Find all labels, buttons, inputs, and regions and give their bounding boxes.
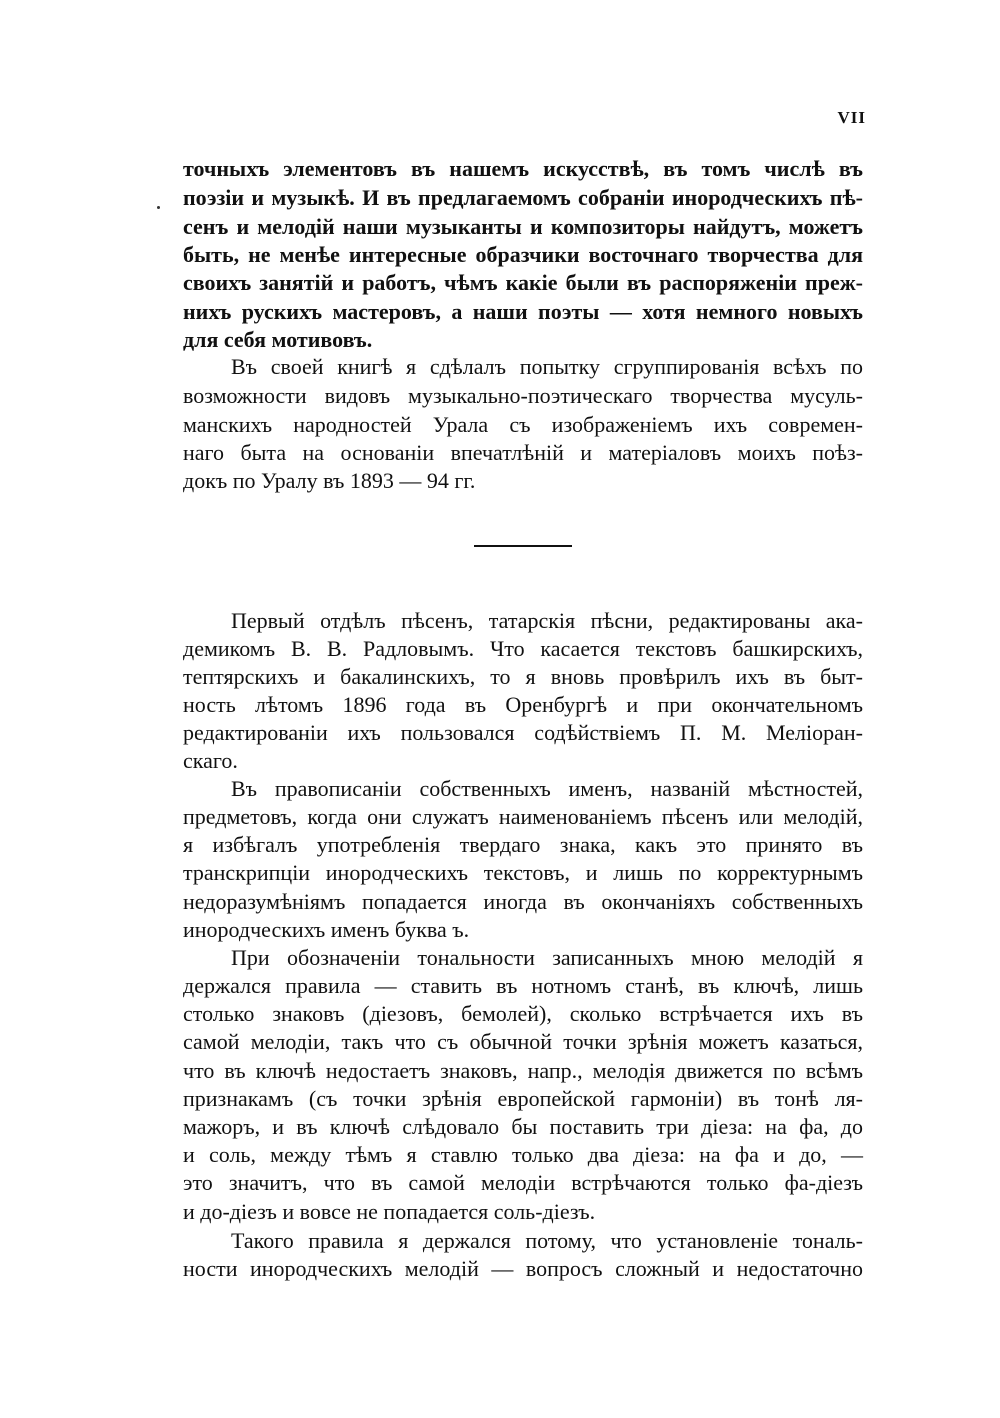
text-line: скаго. [183,748,238,773]
text-line: недоразумѣніямъ попадается иногда въ окончаніяхъ собственныхъ [183,889,863,914]
text-line: При обозначеніи тональности записанныхъ мною мелодій я [231,945,863,970]
text-line: быть, не менѣе интересные образчики восточнаго творчества для [183,242,863,267]
text-line: и до-діезъ и вовсе не попадается соль-діезъ. [183,1199,596,1224]
text-line: докъ по Уралу въ 1893 — 94 гг. [183,468,476,493]
text-line: наго быта на основаніи впечатлѣній и матеріаловъ моихъ поѣз- [183,440,863,465]
text-line: манскихъ народностей Урала съ изображеніемъ ихъ современ- [183,412,863,437]
text-line: это значитъ, что въ самой мелодіи встрѣчаются только фа-діезъ [183,1170,863,1195]
text-line: Такого правила я держался потому, что установленіе тональ- [231,1228,863,1253]
text-line: столько знаковъ (діезовъ, бемолей), сколько встрѣчается ихъ въ [183,1001,863,1026]
text-line: возможности видовъ музыкально-поэтическаго творчества мусуль- [183,383,863,408]
text-line: Первый отдѣлъ пѣсенъ, татарскія пѣсни, редактированы ака- [231,608,863,633]
text-line: ность лѣтомъ 1896 года въ Оренбургѣ и при окончательномъ [183,692,863,717]
text-line: тептярскихъ и бакалинскихъ, то я вновь провѣрилъ ихъ въ быт- [183,664,863,689]
text-line: сенъ и мелодій наши музыканты и композиторы найдутъ, можетъ [183,214,863,239]
text-line: признакамъ (съ точки зрѣнія европейской гармоніи) въ тонѣ ля- [183,1086,863,1111]
text-line: мажоръ, и въ ключѣ слѣдовало бы поставить три діеза: на фа, до [183,1114,863,1139]
text-line: демикомъ В. В. Радловымъ. Что касается текстовъ башкирскихъ, [183,636,863,661]
text-line: для себя мотивовъ. [183,327,373,352]
text-line: предметовъ, когда они служатъ наименованіемъ пѣсенъ или мелодій, [183,804,863,829]
text-line: ности инородческихъ мелодій — вопросъ сложный и недостаточно [183,1256,863,1281]
text-line: Въ своей книгѣ я сдѣлалъ попытку сгруппированія всѣхъ по [231,354,863,379]
text-line: редактированіи ихъ пользовался содѣйствіемъ П. М. Меліоран- [183,720,863,745]
text-line: поэзіи и музыкѣ. И въ предлагаемомъ собраніи инородческихъ пѣ- [183,185,863,210]
text-line: держался правила — ставить въ нотномъ станѣ, въ ключѣ, лишь [183,973,863,998]
text-line: нихъ рускихъ мастеровъ, а наши поэты — хотя немного новыхъ [183,299,863,324]
text-line: своихъ занятій и работъ, чѣмъ какіе были въ распоряженіи преж- [183,270,863,295]
text-line: Въ правописаніи собственныхъ именъ, названій мѣстностей, [231,776,863,801]
section-divider [474,545,572,547]
text-line: инородческихъ именъ буква ъ. [183,917,470,942]
page-number: VII [837,108,866,127]
ink-speck [157,206,160,209]
text-line: и соль, между тѣмъ я ставлю только два діеза: на фа и до, — [183,1142,863,1167]
text-line: я избѣгалъ употребленія твердаго знака, какъ это принято въ [183,832,863,857]
text-line: точныхъ элементовъ въ нашемъ искусствѣ, въ томъ числѣ въ [183,156,863,181]
text-line: транскрипціи инородческихъ текстовъ, и лишь по корректурнымъ [183,860,863,885]
text-line: самой мелодіи, такъ что съ обычной точки зрѣнія можетъ казаться, [183,1029,863,1054]
text-line: что въ ключѣ недостаетъ знаковъ, напр., мелодія движется по всѣмъ [183,1058,863,1083]
